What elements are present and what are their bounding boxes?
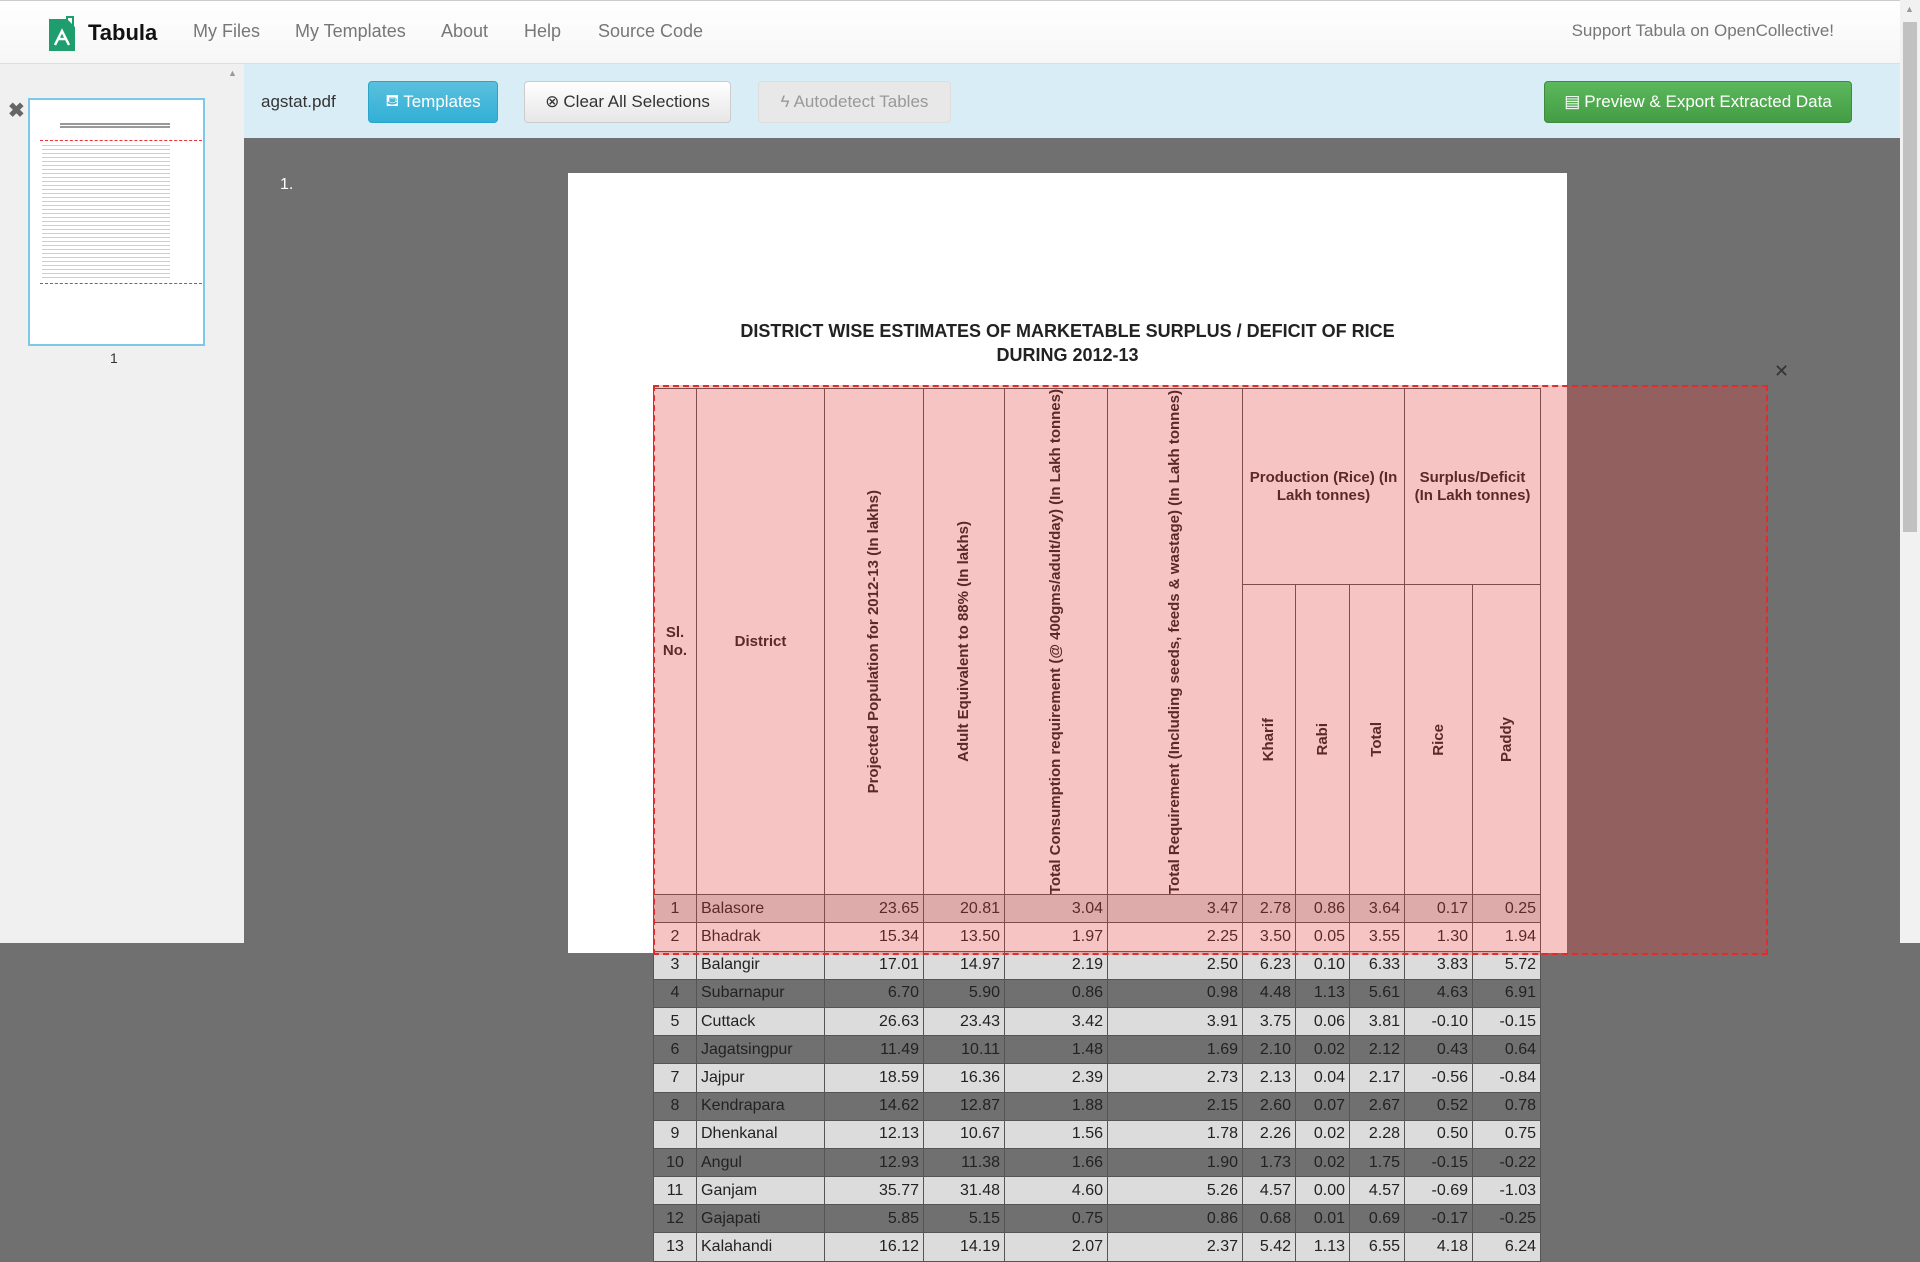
table-cell: 8	[654, 1092, 697, 1120]
table-cell: 1	[654, 895, 697, 923]
table-cell: Jagatsingpur	[697, 1036, 825, 1064]
navbar	[0, 0, 1900, 64]
clear-label: Clear All Selections	[563, 92, 710, 111]
table-cell: 3.75	[1243, 1007, 1296, 1035]
table-cell: Subarnapur	[697, 979, 825, 1007]
table-cell: 0.06	[1296, 1007, 1350, 1035]
table-cell: 31.48	[924, 1177, 1005, 1205]
table-cell: 1.78	[1108, 1120, 1243, 1148]
table-cell: 1.90	[1108, 1148, 1243, 1176]
nav-my-files[interactable]: My Files	[193, 21, 260, 41]
table-cell: 2.10	[1243, 1036, 1296, 1064]
table-cell: 0.86	[1108, 1205, 1243, 1233]
table-cell: 2.60	[1243, 1092, 1296, 1120]
table-cell: 0.02	[1296, 1036, 1350, 1064]
table-cell: 6.23	[1243, 951, 1296, 979]
table-cell: -0.15	[1405, 1148, 1473, 1176]
table-row	[654, 1120, 1541, 1148]
table-cell: 4.48	[1243, 979, 1296, 1007]
header-population-text: Projected Population for 2012-13 (In lakhs)	[865, 489, 882, 794]
table-cell: 5	[654, 1007, 697, 1035]
table-cell: 0.50	[1405, 1120, 1473, 1148]
table-cell: Balasore	[697, 895, 825, 923]
brand-name: Tabula	[88, 20, 158, 45]
table-cell: 1.88	[1005, 1092, 1108, 1120]
table-cell: 12.13	[825, 1120, 924, 1148]
page-thumbnails-sidebar	[0, 64, 244, 943]
table-cell: 0.10	[1296, 951, 1350, 979]
table-cell: 5.90	[924, 979, 1005, 1007]
table-cell: 13	[654, 1233, 697, 1261]
templates-label: Templates	[403, 92, 481, 111]
table-cell: 7	[654, 1064, 697, 1092]
table-cell: 11	[654, 1177, 697, 1205]
table-cell: 4.63	[1405, 979, 1473, 1007]
table-cell: Cuttack	[697, 1007, 825, 1035]
table-cell: 0.43	[1405, 1036, 1473, 1064]
document-title-line1: DISTRICT WISE ESTIMATES OF MARKETABLE SURPLUS / DEFICIT OF RICE	[740, 321, 1395, 341]
autodetect-label: Autodetect Tables	[793, 92, 929, 111]
table-cell: 5.61	[1350, 979, 1405, 1007]
table-cell: 6.55	[1350, 1233, 1405, 1261]
table-cell: 6.24	[1473, 1233, 1541, 1261]
table-cell: 16.36	[924, 1064, 1005, 1092]
thumbnail-selection	[40, 140, 202, 284]
table-cell: 1.75	[1350, 1148, 1405, 1176]
table-cell: 1.66	[1005, 1148, 1108, 1176]
table-cell: -0.15	[1473, 1007, 1541, 1035]
lightning-icon: ϟ	[780, 92, 790, 111]
table-cell: 2.12	[1350, 1036, 1405, 1064]
table-cell: 4.57	[1243, 1177, 1296, 1205]
table-cell: 12.87	[924, 1092, 1005, 1120]
table-cell: 6.91	[1473, 979, 1541, 1007]
table-cell: 5.15	[924, 1205, 1005, 1233]
table-cell: 14.97	[924, 951, 1005, 979]
table-cell: 2.37	[1108, 1233, 1243, 1261]
table-cell: 20.81	[924, 895, 1005, 923]
table-cell: 26.63	[825, 1007, 924, 1035]
header-district: District	[697, 389, 825, 895]
remove-selection-icon[interactable]: ✕	[1774, 361, 1790, 381]
table-cell: 1.73	[1243, 1148, 1296, 1176]
table-cell: 3.47	[1108, 895, 1243, 923]
table-cell: 17.01	[825, 951, 924, 979]
table-cell: 0.98	[1108, 979, 1243, 1007]
table-cell: 0.05	[1296, 923, 1350, 951]
clear-all-selections-button[interactable]	[524, 81, 731, 123]
table-cell: -0.22	[1473, 1148, 1541, 1176]
table-cell: 0.64	[1473, 1036, 1541, 1064]
circle-x-icon: ⊗	[545, 92, 560, 111]
table-cell: 4.60	[1005, 1177, 1108, 1205]
header-paddy-text: Paddy	[1497, 717, 1515, 763]
table-cell: 2	[654, 923, 697, 951]
table-cell: 1.97	[1005, 923, 1108, 951]
table-cell: 3.50	[1243, 923, 1296, 951]
header-kharif-text: Kharif	[1260, 718, 1277, 762]
table-cell: 0.07	[1296, 1092, 1350, 1120]
table-cell: 11.49	[825, 1036, 924, 1064]
table-cell: 3.42	[1005, 1007, 1108, 1035]
table-cell: 3.64	[1350, 895, 1405, 923]
table-cell: 5.85	[825, 1205, 924, 1233]
tabula-logo-icon	[47, 15, 79, 51]
table-row	[654, 979, 1541, 1007]
table-cell: Jajpur	[697, 1064, 825, 1092]
preview-export-button[interactable]	[1544, 81, 1852, 123]
table-cell: 23.65	[825, 895, 924, 923]
table-cell: 0.52	[1405, 1092, 1473, 1120]
table-cell: 0.75	[1473, 1120, 1541, 1148]
table-cell: 1.30	[1405, 923, 1473, 951]
table-row	[654, 1036, 1541, 1064]
table-cell: Gajapati	[697, 1205, 825, 1233]
table-cell: Kalahandi	[697, 1233, 825, 1261]
nav-help[interactable]: Help	[524, 21, 562, 41]
table-cell: 0.01	[1296, 1205, 1350, 1233]
table-cell: 2.19	[1005, 951, 1108, 979]
table-cell: 3.04	[1005, 895, 1108, 923]
table-cell: -0.84	[1473, 1064, 1541, 1092]
table-cell: 6.33	[1350, 951, 1405, 979]
table-cell: 5.26	[1108, 1177, 1243, 1205]
table-cell: 0.04	[1296, 1064, 1350, 1092]
filename: agstat.pdf	[261, 92, 336, 111]
nav-about[interactable]: About	[441, 21, 489, 41]
table-cell: -1.03	[1473, 1177, 1541, 1205]
table-cell: -0.10	[1405, 1007, 1473, 1035]
table-cell: 3.83	[1405, 951, 1473, 979]
nav-my-templates[interactable]: My Templates	[295, 21, 406, 41]
table-cell: 2.26	[1243, 1120, 1296, 1148]
table-cell: 12	[654, 1205, 697, 1233]
table-cell: 4.57	[1350, 1177, 1405, 1205]
document-title-line2: DURING 2012-13	[996, 345, 1139, 365]
table-cell: 1.13	[1296, 1233, 1350, 1261]
table-cell: 2.67	[1350, 1092, 1405, 1120]
toolbar	[244, 64, 1900, 138]
scrollbar-thumb[interactable]	[1903, 22, 1917, 532]
table-cell: -0.25	[1473, 1205, 1541, 1233]
brand[interactable]	[47, 15, 157, 51]
header-sl: Sl. No.	[654, 389, 697, 895]
table-cell: 0.75	[1005, 1205, 1108, 1233]
table-selection[interactable]	[653, 385, 1768, 955]
table-cell: Angul	[697, 1148, 825, 1176]
header-total-text: Total	[1368, 722, 1385, 758]
table-cell: 5.72	[1473, 951, 1541, 979]
table-cell: Balangir	[697, 951, 825, 979]
table-row	[654, 1233, 1541, 1261]
templates-button[interactable]	[368, 81, 498, 123]
table-cell: 4	[654, 979, 697, 1007]
table-cell: 6.70	[825, 979, 924, 1007]
table-cell: 1.94	[1473, 923, 1541, 951]
table-cell: 14.62	[825, 1092, 924, 1120]
header-adult-text: Adult Equivalent to 88% (In lakhs)	[955, 521, 972, 763]
table-row	[654, 951, 1541, 979]
table-cell: 1.13	[1296, 979, 1350, 1007]
table-cell: 1.48	[1005, 1036, 1108, 1064]
table-cell: 0.17	[1405, 895, 1473, 923]
table-cell: 4.18	[1405, 1233, 1473, 1261]
page-scrollbar[interactable]	[1900, 0, 1920, 943]
table-cell: 10.11	[924, 1036, 1005, 1064]
header-surplus: Surplus/Deficit (In Lakh tonnes)	[1405, 389, 1541, 585]
table-cell: 11.38	[924, 1148, 1005, 1176]
table-row	[654, 1177, 1541, 1205]
table-cell: 14.19	[924, 1233, 1005, 1261]
table-cell: 2.07	[1005, 1233, 1108, 1261]
list-icon: ▤	[1564, 92, 1581, 111]
table-row	[654, 1148, 1541, 1176]
header-rabi-text: Rabi	[1313, 723, 1331, 756]
table-cell: 0.25	[1473, 895, 1541, 923]
templates-icon: ⛾	[385, 91, 400, 110]
table-row	[654, 1205, 1541, 1233]
table-cell: 3.81	[1350, 1007, 1405, 1035]
header-production: Production (Rice) (In Lakh tonnes)	[1243, 389, 1405, 585]
table-cell: 13.50	[924, 923, 1005, 951]
table-cell: 15.34	[825, 923, 924, 951]
table-cell: 2.15	[1108, 1092, 1243, 1120]
table-cell: 0.78	[1473, 1092, 1541, 1120]
table-cell: 2.73	[1108, 1064, 1243, 1092]
table-cell: 16.12	[825, 1233, 924, 1261]
table-cell: 35.77	[825, 1177, 924, 1205]
table-cell: 2.39	[1005, 1064, 1108, 1092]
table-cell: 2.13	[1243, 1064, 1296, 1092]
table-cell: 3.55	[1350, 923, 1405, 951]
table-cell: -0.69	[1405, 1177, 1473, 1205]
table-cell: 1.56	[1005, 1120, 1108, 1148]
table-cell: -0.17	[1405, 1205, 1473, 1233]
table-cell: 9	[654, 1120, 697, 1148]
table-cell: 18.59	[825, 1064, 924, 1092]
table-cell: 2.17	[1350, 1064, 1405, 1092]
table-cell: Bhadrak	[697, 923, 825, 951]
sidebar-scroll-up-icon[interactable]: ▲	[228, 68, 237, 78]
table-cell: 12.93	[825, 1148, 924, 1176]
table-cell: 0.68	[1243, 1205, 1296, 1233]
export-label: Preview & Export Extracted Data	[1584, 92, 1832, 111]
thumbnail-page-label: 1	[110, 350, 118, 366]
table-cell: 2.25	[1108, 923, 1243, 951]
table-cell: 2.50	[1108, 951, 1243, 979]
table-cell: 1.69	[1108, 1036, 1243, 1064]
thumbnail-title	[60, 122, 170, 128]
page-number: 1.	[280, 176, 294, 193]
nav-source-code[interactable]: Source Code	[598, 21, 704, 41]
table-cell: Dhenkanal	[697, 1120, 825, 1148]
table-cell: 23.43	[924, 1007, 1005, 1035]
table-cell: 0.02	[1296, 1120, 1350, 1148]
table-cell: 0.02	[1296, 1148, 1350, 1176]
table-cell: Ganjam	[697, 1177, 825, 1205]
scroll-up-icon[interactable]: ▲	[1905, 4, 1914, 14]
autodetect-tables-button[interactable]	[758, 81, 951, 123]
table-cell: 0.86	[1005, 979, 1108, 1007]
table-row	[654, 1092, 1541, 1120]
support-link[interactable]: Support Tabula on OpenCollective!	[1571, 21, 1834, 40]
delete-page-icon[interactable]: ✖	[8, 100, 25, 122]
table-cell: 10.67	[924, 1120, 1005, 1148]
table-cell: 3.91	[1108, 1007, 1243, 1035]
header-requirement-text: Total Requirement (Including seeds, feeds & wastage) (In Lakh tonnes)	[1166, 389, 1183, 894]
header-consumption-text: Total Consumption requirement (@ 400gms/adult/day) (In Lakh tonnes)	[1047, 389, 1064, 895]
header-rice-text: Rice	[1429, 723, 1447, 756]
table-cell: 0.00	[1296, 1177, 1350, 1205]
table-cell: 5.42	[1243, 1233, 1296, 1261]
table-row	[654, 1007, 1541, 1035]
table-cell: 2.28	[1350, 1120, 1405, 1148]
table-cell: 0.69	[1350, 1205, 1405, 1233]
table-cell: 3	[654, 951, 697, 979]
table-cell: -0.56	[1405, 1064, 1473, 1092]
table-cell: 0.86	[1296, 895, 1350, 923]
table-cell: 2.78	[1243, 895, 1296, 923]
page-thumbnail[interactable]	[28, 98, 205, 346]
table-cell: 10	[654, 1148, 697, 1176]
table-row	[654, 1064, 1541, 1092]
table-cell: 6	[654, 1036, 697, 1064]
table-cell: Kendrapara	[697, 1092, 825, 1120]
